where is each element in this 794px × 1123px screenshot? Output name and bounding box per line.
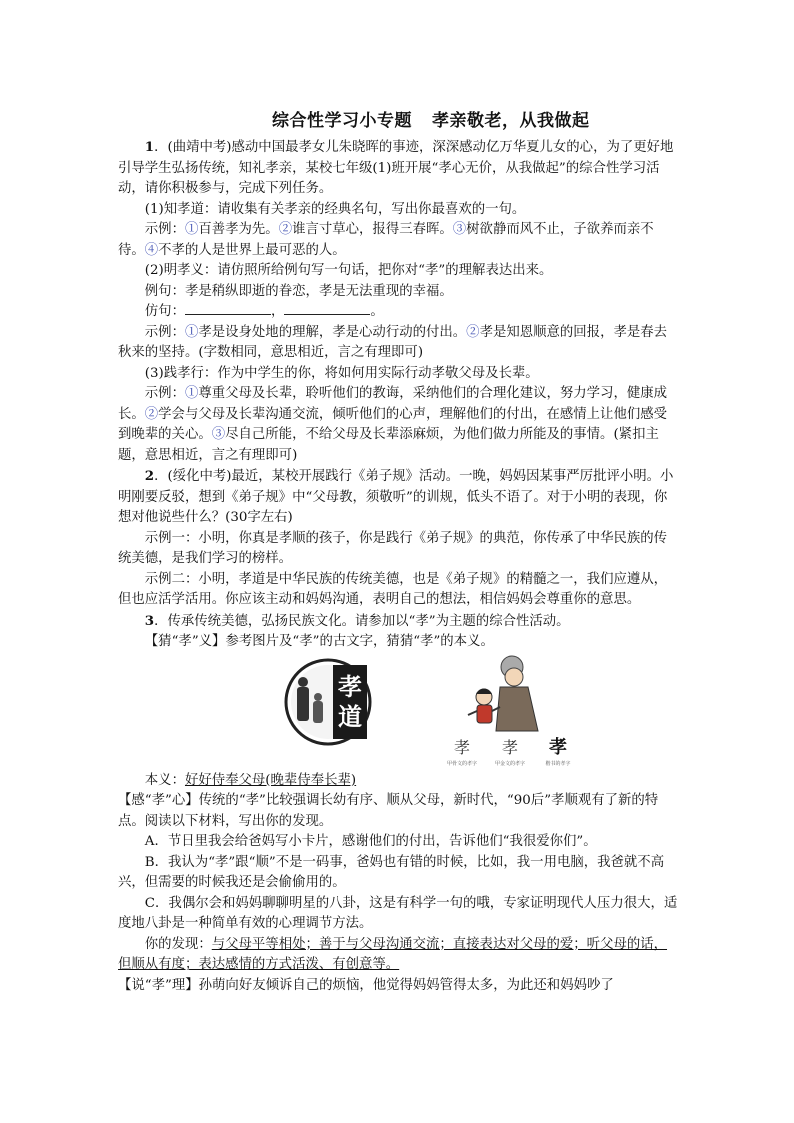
q3-guess: 【猜“孝”义】参考图片及“孝”的古文字，猜猜“孝”的本义。 [144,634,494,649]
document-body [118,137,678,996]
q3-meaning: 本义：好好侍奉父母(晚辈侍奉长辈) [144,772,357,788]
seal-figure-left [297,687,309,721]
title-part2: 孝亲敬老，从我做起 [432,111,590,131]
q1-example-sentence: 例句：孝是稍纵即逝的眷恋，孝是无法重现的幸福。 [144,283,453,299]
modern-char: 孝 [549,736,567,758]
elder-face [505,668,523,686]
child-body [477,705,492,723]
filial-piety-seal-image [283,657,373,747]
elder-body [496,687,538,731]
caption-2: 甲金文的孝字 [494,760,526,767]
q3-finding: 你的发现：与父母平等相处；善于与父母沟通交流；直接表达对父母的爱；听父母的话，但顺从有度；表达感情的方式活泼、有创意等。 [118,936,668,972]
q1-task1: (1)知孝道：请收集有关孝亲的经典名句，写出你最喜欢的一句。 [144,201,526,217]
seal-figure-left-head [298,677,308,687]
seal-char-1: 孝 [338,671,362,701]
q3-material-a: A．节日里我会给爸妈写小卡片，感谢他们的付出，告诉他们“我很爱你们”。 [144,834,597,849]
caption-1: 甲骨文的孝字 [446,760,478,767]
q3-feel: 【感“孝”心】传统的“孝”比较强调长幼有序、顺从父母，新时代，“90后”孝顺观有了新的特点。阅读以下材料，写出你的发现。 [118,793,659,829]
ancient-char-2: 孝 [501,737,519,757]
q1-task3: (3)践孝行：作为中学生的你，将如何用实际行动孝敬父母及长辈。 [144,365,539,381]
q2-answer2: 示例二：小明，孝道是中华民族的传统美德，也是《弟子规》的精髓之一，我们应遵从，但也应活学活用。你应该主动和妈妈沟通，表明自己的想法，相信妈妈会尊重你的意思。 [118,571,668,607]
caption-3: 楷书的孝字 [545,760,571,767]
child-arm [468,711,477,715]
imitate-blank-1 [185,302,271,315]
q2-stem: 2．(绥化中考)最近，某校开展践行《弟子规》活动。一晚，妈妈因某事严厉批评小明。小明刚要反驳，想到《弟子规》中“父母教，须敬听”的训规，低头不语了。对于小明的表现，你想对他说些什么？(30字左右) [118,468,674,525]
meaning-answer: 好好侍奉父母(晚辈侍奉长辈) [184,772,357,788]
imitate-blank-2 [284,302,370,315]
q3-stem: 3．传承传统美德，弘扬民族文化。请参加以“孝”为主题的综合性活动。 [144,612,570,629]
q2-answer1: 示例一：小明，你真是孝顺的孩子，你是践行《弟子规》的典范，你传承了中华民族的传统美德，是我们学习的榜样。 [118,530,668,566]
seal-figure-right-head [314,693,322,701]
ancient-char-1: 孝 [453,737,471,757]
q1-task2: (2)明孝义：请仿照所给例句写一句话，把你对“孝”的理解表达出来。 [144,263,553,278]
q3-say: 【说“孝”理】孙萌向好友倾诉自己的烦恼，他觉得妈妈管得太多，为此还和妈妈吵了 [118,977,614,993]
seal-char-2: 道 [338,701,362,731]
q3-material-b: B．我认为“孝”跟“顺”不是一码事，爸妈也有错的时候，比如，我一用电脑，我爸就不高兴，但需要的时候我还是会偷偷用的。 [118,854,665,890]
title-part1: 综合性学习小专题 [272,111,412,131]
elder-and-child-image [440,653,580,768]
q1-imitate-line: 仿句： ， 。 [144,304,384,319]
q1-answer3: 示例：①尊重父母及长辈，聆听他们的教诲，采纳他们的合理化建议，努力学习，健康成长。②学会与父母及长辈沟通交流，倾听他们的心声，理解他们的付出，在感情上让他们感受到晚辈的关心。③尽自己所能，不给父母及长辈添麻烦，为他们做力所能及的事情。(紧扣主题，意思相近，言之有理即可) [118,386,668,463]
figure-row [118,653,678,771]
q1-stem: 1．(曲靖中考)感动中国最孝女儿朱晓晖的事迹，深深感动亿万华夏儿女的心，为了更好地引导学生弘扬传统，知礼孝亲，某校七年级(1)班开展“孝心无价，从我做起”的综合性学习活动，请你积极参与，完成下列任务。 [118,139,674,196]
page-title [272,106,590,131]
q1-answer1: 示例：①百善孝为先。②谁言寸草心，报得三春晖。③树欲静而风不止，子欲养而亲不待。④不孝的人是世界上最可恶的人。 [118,222,654,258]
q3-material-c: C．我偶尔会和妈妈聊聊明星的八卦，这是有科学一句的哦，专家证明现代人压力很大，适度地八卦是一种简单有效的心理调节方法。 [118,895,678,931]
finding-answer: 与父母平等相处；善于与父母沟通交流；直接表达对父母的爱；听父母的话，但顺从有度；表达感情的方式活泼、有创意等。 [118,936,668,972]
child-hair [476,688,492,694]
seal-figure-right [313,701,323,723]
q1-answer2: 示例：①孝是设身处地的理解，孝是心动行动的付出。②孝是知恩顺意的回报，孝是春去秋来的坚持。(字数相同，意思相近，言之有理即可) [118,324,668,360]
